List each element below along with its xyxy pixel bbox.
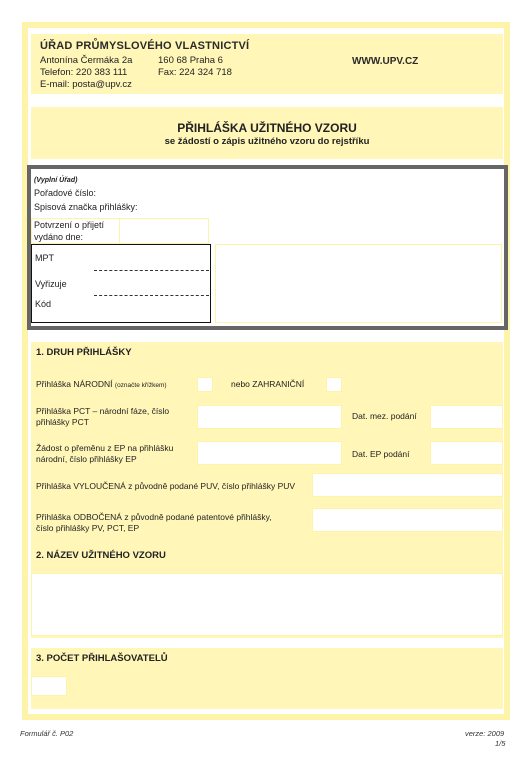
mpt-line <box>94 270 209 271</box>
excluded-label: Přihláška VYLOUČENÁ z původně podané PUV, číslo přihlášky PUV <box>36 481 296 491</box>
pct-number-input[interactable] <box>197 405 342 429</box>
ep-date-label: Dat. EP podání <box>352 449 410 459</box>
order-number-label: Pořadové číslo: <box>34 188 97 198</box>
office-city: 160 68 Praha 6 <box>158 55 223 66</box>
page-number: 1/5 <box>495 739 506 748</box>
national-hint: (označte křížkem) <box>114 382 167 389</box>
form-version: verze: 2009 <box>465 729 505 738</box>
ep-number-input[interactable] <box>197 441 342 465</box>
section1-title: 1. DRUH PŘIHLÁŠKY <box>36 347 132 358</box>
ep-conversion-label: Žádost o přeměnu z EP na přihlášku národní, číslo přihlášky EP <box>36 443 174 464</box>
handles-line <box>94 295 209 296</box>
branched-number-input[interactable] <box>312 508 503 532</box>
form-subtitle: se žádostí o zápis užitného vzoru do rejstříku <box>164 136 370 147</box>
code-label: Kód <box>35 299 52 309</box>
national-label <box>36 379 167 391</box>
form-number: Formulář č. P02 <box>20 729 74 738</box>
file-mark-label: Spisová značka přihlášky: <box>34 202 138 212</box>
office-street: Antonína Čermáka 2a <box>40 55 133 66</box>
office-name: ÚŘAD PRŮMYSLOVÉHO VLASTNICTVÍ <box>40 40 250 52</box>
receipt-divider <box>119 219 120 243</box>
office-fax: Fax: 224 324 718 <box>158 67 232 78</box>
national-checkbox[interactable] <box>197 377 213 392</box>
pct-label: Přihláška PCT – národní fáze, číslo přihlášky PCT <box>36 406 170 427</box>
excluded-number-input[interactable] <box>312 473 503 497</box>
handles-label: Vyřizuje <box>35 279 67 289</box>
foreign-label: nebo ZAHRANIČNÍ <box>231 379 305 389</box>
section3-body <box>31 669 503 709</box>
stamp-area <box>215 244 502 323</box>
receipt-label: Potvrzení o přijetí vydáno dne: <box>34 220 105 242</box>
office-email[interactable]: E-mail: posta@upv.cz <box>40 79 132 90</box>
national-text: Přihláška NÁRODNÍ <box>36 379 113 389</box>
form-title: PŘIHLÁŠKA UŽITNÉHO VZORU <box>177 121 357 135</box>
foreign-checkbox[interactable] <box>326 377 342 392</box>
office-use-note: (Vyplní Úřad) <box>34 177 78 184</box>
section3-title: 3. POČET PŘIHLAŠOVATELŮ <box>36 653 168 664</box>
ep-date-input[interactable] <box>430 441 503 465</box>
office-website[interactable]: WWW.UPV.CZ <box>352 56 419 67</box>
branched-label: Přihláška ODBOČENÁ z původně podané patentové přihlášky, číslo přihlášky PV, PCT, EP <box>36 512 272 533</box>
utility-model-name-input[interactable] <box>31 573 503 636</box>
mpt-label: MPT <box>35 253 54 263</box>
intl-date-label: Dat. mez. podání <box>352 411 417 421</box>
section2-title: 2. NÁZEV UŽITNÉHO VZORU <box>36 550 166 561</box>
applicant-count-input[interactable] <box>31 676 67 696</box>
intl-date-input[interactable] <box>430 405 503 429</box>
office-phone: Telefon: 220 383 111 <box>40 67 128 78</box>
